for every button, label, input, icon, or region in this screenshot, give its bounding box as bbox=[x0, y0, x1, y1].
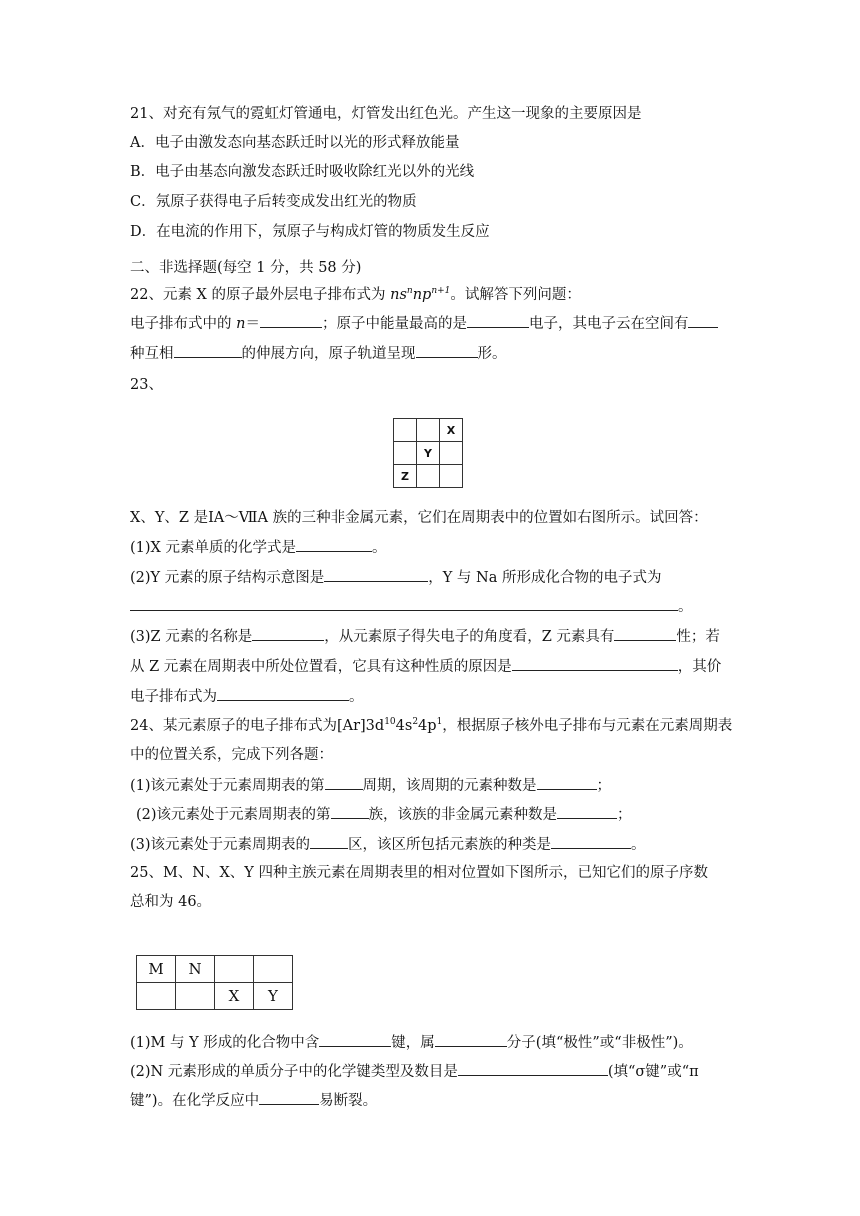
blank-q22-count[interactable] bbox=[688, 313, 718, 328]
q22-formula-ns: ns bbox=[390, 287, 407, 303]
q22-formula-sup-n: n bbox=[406, 286, 413, 296]
q25-p1-text: (1)M 与 Y 形成的化合物中含 bbox=[130, 1035, 320, 1051]
q23-part2 bbox=[130, 567, 661, 588]
blank-q25-polarity[interactable] bbox=[435, 1032, 507, 1047]
q23-part2-line2 bbox=[130, 596, 693, 617]
blank-q24-block[interactable] bbox=[310, 834, 348, 849]
q24-sup-1: 1 bbox=[436, 717, 443, 727]
blank-q22-relation[interactable] bbox=[174, 343, 242, 358]
q22-line2-end: 电子，其电子云在空间有 bbox=[528, 316, 689, 332]
q25-p1-end: 分子(填“极性”或“非极性”)。 bbox=[506, 1035, 693, 1051]
q23-p3-reason-end: ，其价 bbox=[677, 659, 722, 675]
q23-p1-end: 。 bbox=[371, 540, 387, 556]
q22-stem-tail: 。试解答下列问题： bbox=[450, 287, 581, 303]
q22-line3-end: 形。 bbox=[477, 346, 507, 362]
grid-cell-y: Y bbox=[417, 442, 440, 465]
q23-part1 bbox=[130, 537, 386, 558]
blank-q24-period-count[interactable] bbox=[537, 775, 597, 790]
q24-p2-text: (2)该元素处于元素周期表的第 bbox=[136, 807, 331, 823]
q24-p1-mid: 周期，该周期的元素种数是 bbox=[362, 778, 537, 794]
q24-part2 bbox=[136, 804, 632, 825]
q23-number: 23、 bbox=[130, 377, 163, 393]
blank-q23-electron-formula[interactable] bbox=[130, 596, 678, 611]
blank-q24-nonmetal-count[interactable] bbox=[557, 804, 617, 819]
blank-q24-period[interactable] bbox=[325, 775, 363, 790]
q22-line2-text: 电子排布式中的 bbox=[130, 316, 237, 332]
q24-stem bbox=[130, 716, 732, 736]
q25-p1-mid: 键，属 bbox=[391, 1035, 435, 1051]
q23-stem: X、Y、Z 是ⅠA～ⅦA 族的三种非金属元素，它们在周期表中的位置如右图所示。试回答： bbox=[130, 510, 708, 526]
q24-4s: 4s bbox=[395, 718, 413, 734]
q21-option-a: A．电子由激发态向基态跃迁时以光的形式释放能量 bbox=[130, 135, 460, 151]
blank-q24-group-types[interactable] bbox=[551, 834, 631, 849]
q22-line3-text: 种互相 bbox=[130, 346, 174, 362]
q25-p2-line2-text: 键”)。在化学反应中 bbox=[130, 1093, 260, 1109]
q24-4p: 4p bbox=[418, 718, 437, 734]
q23-p3-end: 性；若 bbox=[676, 629, 720, 645]
q24-p2-mid: 族，该族的非金属元素种数是 bbox=[368, 807, 558, 823]
q21-stem: 21、对充有氖气的霓虹灯管通电，灯管发出红色光。产生这一现象的主要原因是 bbox=[130, 106, 642, 122]
q23-periodic-grid bbox=[393, 418, 463, 488]
q23-p2-end: 。 bbox=[678, 599, 693, 615]
blank-q23-y-structure[interactable] bbox=[324, 567, 428, 582]
q25-stem-line2: 总和为 46。 bbox=[130, 894, 212, 910]
q23-p3-reason-text: 从 Z 元素在周期表中所处位置看，它具有这种性质的原因是 bbox=[130, 659, 512, 675]
q24-stem-tail: ，根据原子核外电子排布与元素在元素周期表 bbox=[442, 718, 733, 734]
q25-stem: 25、M、N、X、Y 四种主族元素在周期表里的相对位置如下图所示，已知它们的原子序数 bbox=[130, 865, 708, 881]
q23-part3 bbox=[130, 626, 720, 647]
q23-p1-text: (1)X 元素单质的化学式是 bbox=[130, 540, 296, 556]
grid-cell-y: Y bbox=[254, 983, 293, 1010]
q23-part3-line2 bbox=[130, 656, 721, 677]
q23-p3-valence-text: 电子排布式为 bbox=[130, 689, 217, 705]
q23-p3-mid: ，从元素原子得失电子的角度看，Z 元素具有 bbox=[324, 629, 615, 645]
grid-cell-m: M bbox=[137, 956, 176, 983]
blank-q24-group[interactable] bbox=[331, 804, 369, 819]
q24-part1 bbox=[130, 775, 611, 796]
blank-q23-z-name[interactable] bbox=[252, 626, 324, 641]
q23-p3-valence-end: 。 bbox=[349, 689, 364, 705]
blank-q22-highest-electron[interactable] bbox=[467, 313, 529, 328]
q25-part2 bbox=[130, 1061, 699, 1082]
q21-option-d: D．在电流的作用下，氖原子与构成灯管的物质发生反应 bbox=[130, 224, 490, 240]
blank-q23-x-formula[interactable] bbox=[296, 537, 372, 552]
blank-q23-z-property[interactable] bbox=[614, 626, 676, 641]
q24-p1-end: ； bbox=[596, 778, 612, 794]
q22-formula-np: np bbox=[412, 287, 432, 303]
q22-line2-mid: ；原子中能量最高的是 bbox=[321, 316, 467, 332]
q25-part1 bbox=[130, 1032, 693, 1053]
q22-stem bbox=[130, 285, 581, 305]
q24-stem-line2: 中的位置关系，完成下列各题： bbox=[130, 747, 333, 763]
blank-q22-shape[interactable] bbox=[416, 343, 478, 358]
grid-cell-x: X bbox=[440, 419, 463, 442]
section-heading: 二、非选择题(每空 1 分，共 58 分) bbox=[130, 260, 362, 276]
q24-sup-10: 10 bbox=[384, 717, 396, 727]
q24-p3-mid: 区，该区所包括元素族的种类是 bbox=[348, 837, 552, 853]
q22-var-n: n bbox=[236, 316, 246, 332]
q22-line3 bbox=[130, 343, 507, 364]
q25-p2-text: (2)N 元素形成的单质分子中的化学键类型及数目是 bbox=[130, 1064, 458, 1080]
grid-cell-x: X bbox=[215, 983, 254, 1010]
q23-part3-line3 bbox=[130, 686, 364, 707]
q22-equals: ＝ bbox=[245, 316, 260, 332]
q25-p2-mid: (填“σ键”或“π bbox=[607, 1064, 699, 1080]
q22-stem-text: 22、元素 X 的原子最外层电子排布式为 bbox=[130, 287, 391, 303]
blank-q23-valence[interactable] bbox=[217, 686, 349, 701]
blank-q23-reason[interactable] bbox=[512, 656, 678, 671]
blank-q25-bond[interactable] bbox=[319, 1032, 391, 1047]
q21-option-c: C．氖原子获得电子后转变成发出红光的物质 bbox=[130, 194, 417, 210]
q24-p3-end: 。 bbox=[631, 837, 646, 853]
blank-q22-n[interactable] bbox=[260, 313, 322, 328]
q25-periodic-grid bbox=[136, 955, 293, 1010]
grid-cell-n: N bbox=[176, 956, 215, 983]
q24-stem-text: 24、某元素原子的电子排布式为[Ar]3d bbox=[130, 718, 385, 734]
q24-p2-end: ； bbox=[617, 807, 632, 823]
q24-p1-text: (1)该元素处于元素周期表的第 bbox=[130, 778, 325, 794]
q23-p3-text: (3)Z 元素的名称是 bbox=[130, 629, 253, 645]
q23-p2-mid: ，Y 与 Na 所形成化合物的电子式为 bbox=[428, 570, 662, 586]
grid-cell-z: Z bbox=[394, 465, 417, 488]
blank-q25-break-bond[interactable] bbox=[259, 1090, 319, 1105]
blank-q25-bond-type[interactable] bbox=[458, 1061, 608, 1076]
q24-part3 bbox=[130, 834, 646, 855]
q25-part2-line2 bbox=[130, 1090, 377, 1111]
q25-p2-end: 易断裂。 bbox=[319, 1093, 378, 1109]
q22-line3-mid: 的伸展方向，原子轨道呈现 bbox=[241, 346, 416, 362]
q22-line2 bbox=[130, 313, 718, 334]
q24-sup-2: 2 bbox=[412, 717, 419, 727]
q23-p2-text: (2)Y 元素的原子结构示意图是 bbox=[130, 570, 325, 586]
q24-p3-text: (3)该元素处于元素周期表的 bbox=[130, 837, 311, 853]
q21-option-b: B．电子由基态向激发态跃迁时吸收除红光以外的光线 bbox=[130, 164, 475, 180]
q22-formula-sup-n1: n+1 bbox=[431, 286, 451, 296]
